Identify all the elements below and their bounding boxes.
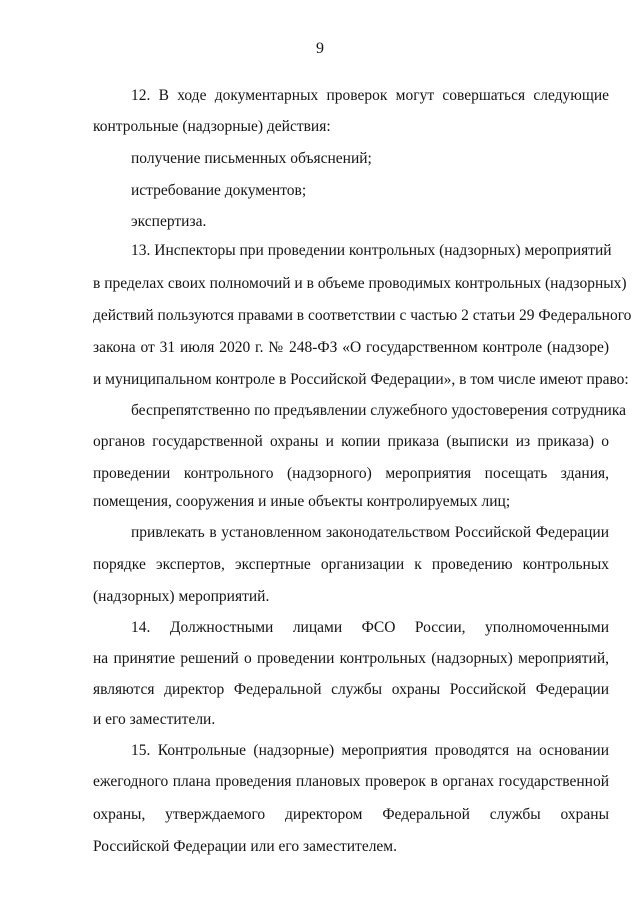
paragraph-13-line-3: действий пользуются правами в соответствии с частью 2 статьи 29 Федерального [93,307,632,324]
right-1-line-1: беспрепятственно по предъявлении служебного удостоверения сотрудника [131,402,627,419]
paragraph-14-line-3: являются директор Федеральной службы охраны Российской Федерации [93,681,609,698]
right-1-line-3: проведении контрольного (надзорного) мероприятия посещать здания, [93,465,609,482]
right-2-line-2: порядке экспертов, экспертные организации к проведению контрольных [93,556,609,573]
right-2-line-1: привлекать в установленном законодательством Российской Федерации [131,524,609,541]
paragraph-14-line-4: и его заместители. [93,711,216,728]
paragraph-13-line-2: в пределах своих полномочий и в объеме проводимых контрольных (надзорных) [93,275,627,292]
paragraph-15-line-1: 15. Контрольные (надзорные) мероприятия проводятся на основании [131,742,609,759]
page-number: 9 [316,40,324,57]
paragraph-15-line-3: охраны, утверждаемого директором Федеральной службы охраны [93,806,609,823]
list-item-written-explanations: получение письменных объяснений; [131,150,372,167]
list-item-document-request: истребование документов; [131,182,307,199]
paragraph-14-line-2: на принятие решений о проведении контрольных (надзорных) мероприятий, [93,650,609,667]
right-1-line-4: помещения, сооружения и иные объекты контролируемых лиц; [93,493,511,510]
paragraph-13-line-4: закона от 31 июля 2020 г. № 248-ФЗ «О государственном контроле (надзоре) [93,339,609,356]
right-2-line-3: (надзорных) мероприятий. [93,588,270,605]
paragraph-14-line-1: 14. Должностными лицами ФСО России, уполномоченными [131,619,609,636]
list-item-expertise: экспертиза. [131,213,207,230]
paragraph-15-line-4: Российской Федерации или его заместителем. [93,838,397,855]
paragraph-15-line-2: ежегодного плана проведения плановых проверок в органах государственной [93,773,609,790]
paragraph-13-line-1: 13. Инспекторы при проведении контрольных (надзорных) мероприятий [131,242,612,259]
paragraph-12-line-1: 12. В ходе документарных проверок могут совершаться следующие [131,87,609,104]
paragraph-12-line-2: контрольные (надзорные) действия: [93,118,331,135]
paragraph-13-line-5: и муниципальном контроле в Российской Федерации», в том числе имеют право: [93,371,629,388]
right-1-line-2: органов государственной охраны и копии приказа (выписки из приказа) о [93,433,609,450]
